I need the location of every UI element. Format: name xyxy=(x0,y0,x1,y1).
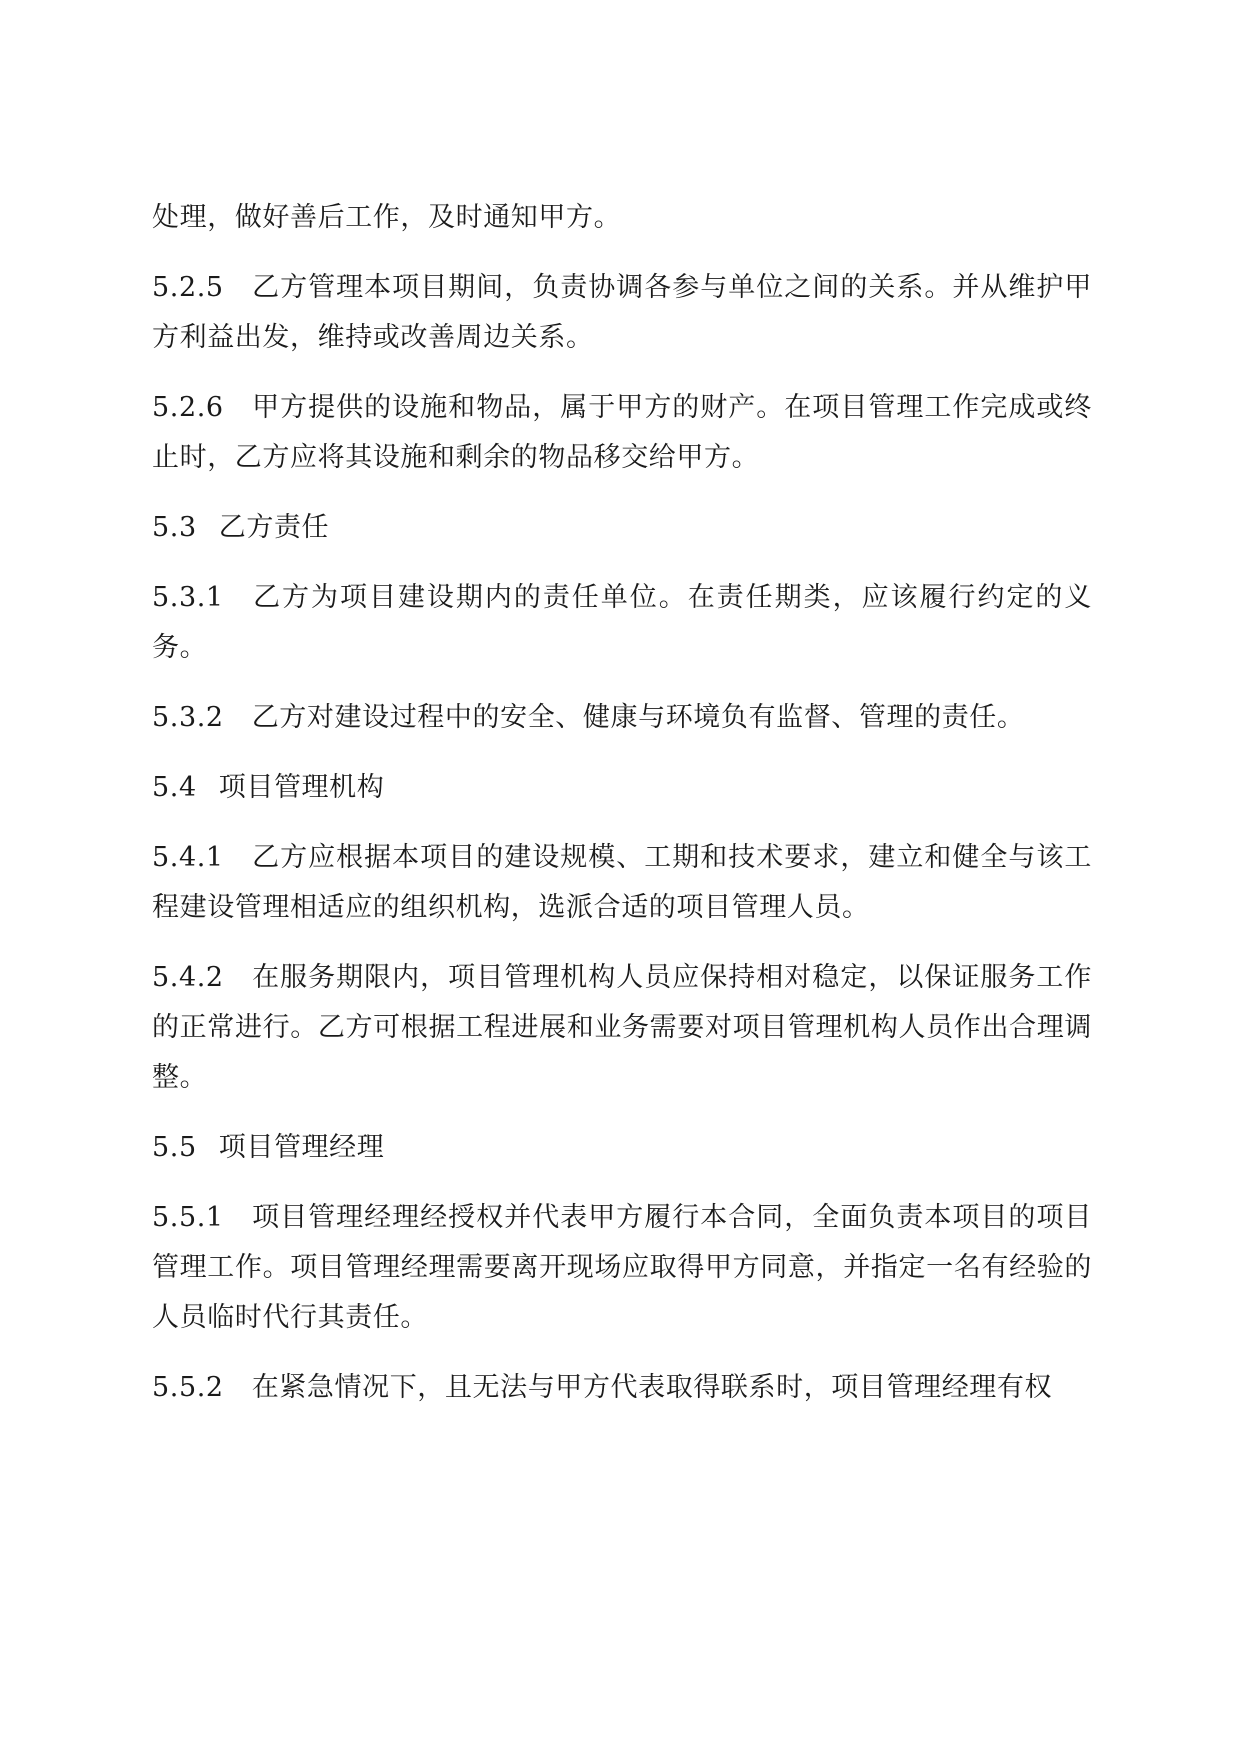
document-body xyxy=(152,193,1092,1433)
section-title: 项目管理经理 xyxy=(218,1132,385,1163)
clause-5-3-2 xyxy=(152,693,1092,743)
clause-text: 项目管理经理经授权并代表甲方履行本合同，全面负责本项目的项目管理工作。项目管理经理需要离开现场应取得甲方同意，并指定一名有经验的人员临时代行其责任。 xyxy=(152,1202,1092,1333)
section-heading-5-3 xyxy=(152,503,1092,553)
clause-5-4-1 xyxy=(152,833,1092,933)
clause-number: 5.2.6 xyxy=(152,392,224,423)
clause-text: 乙方为项目建设期内的责任单位。在责任期类，应该履行约定的义务。 xyxy=(152,582,1092,663)
clause-text: 乙方管理本项目期间，负责协调各参与单位之间的关系。并从维护甲方利益出发，维持或改善周边关系。 xyxy=(152,272,1092,353)
paragraph-continuation xyxy=(152,193,1092,243)
clause-number: 5.3.2 xyxy=(152,702,224,733)
section-heading-5-4 xyxy=(152,763,1092,813)
section-heading-5-5 xyxy=(152,1123,1092,1173)
clause-number: 5.5.1 xyxy=(152,1202,224,1233)
clause-text: 乙方对建设过程中的安全、健康与环境负有监督、管理的责任。 xyxy=(251,702,1025,733)
clause-text: 甲方提供的设施和物品，属于甲方的财产。在项目管理工作完成或终止时，乙方应将其设施和剩余的物品移交给甲方。 xyxy=(152,392,1092,473)
clause-text: 在紧急情况下，且无法与甲方代表取得联系时，项目管理经理有权 xyxy=(251,1372,1053,1403)
paragraph-text: 处理，做好善后工作，及时通知甲方。 xyxy=(152,202,622,233)
section-title: 项目管理机构 xyxy=(218,772,385,803)
clause-5-5-1 xyxy=(152,1193,1092,1343)
clause-number: 5.5.2 xyxy=(152,1372,224,1403)
clause-5-2-6 xyxy=(152,383,1092,483)
clause-text: 在服务期限内，项目管理机构人员应保持相对稳定，以保证服务工作的正常进行。乙方可根据工程进展和业务需要对项目管理机构人员作出合理调整。 xyxy=(152,962,1092,1093)
clause-number: 5.2.5 xyxy=(152,272,224,303)
section-number: 5.3 xyxy=(152,512,197,543)
clause-5-4-2 xyxy=(152,953,1092,1103)
clause-5-5-2 xyxy=(152,1363,1092,1413)
section-title: 乙方责任 xyxy=(218,512,330,543)
clause-number: 5.4.2 xyxy=(152,962,224,993)
clause-number: 5.4.1 xyxy=(152,842,224,873)
clause-text: 乙方应根据本项目的建设规模、工期和技术要求，建立和健全与该工程建设管理相适应的组织机构，选派合适的项目管理人员。 xyxy=(152,842,1092,923)
clause-number: 5.3.1 xyxy=(152,582,224,613)
clause-5-2-5 xyxy=(152,263,1092,363)
clause-5-3-1 xyxy=(152,573,1092,673)
section-number: 5.5 xyxy=(152,1132,197,1163)
section-number: 5.4 xyxy=(152,772,197,803)
